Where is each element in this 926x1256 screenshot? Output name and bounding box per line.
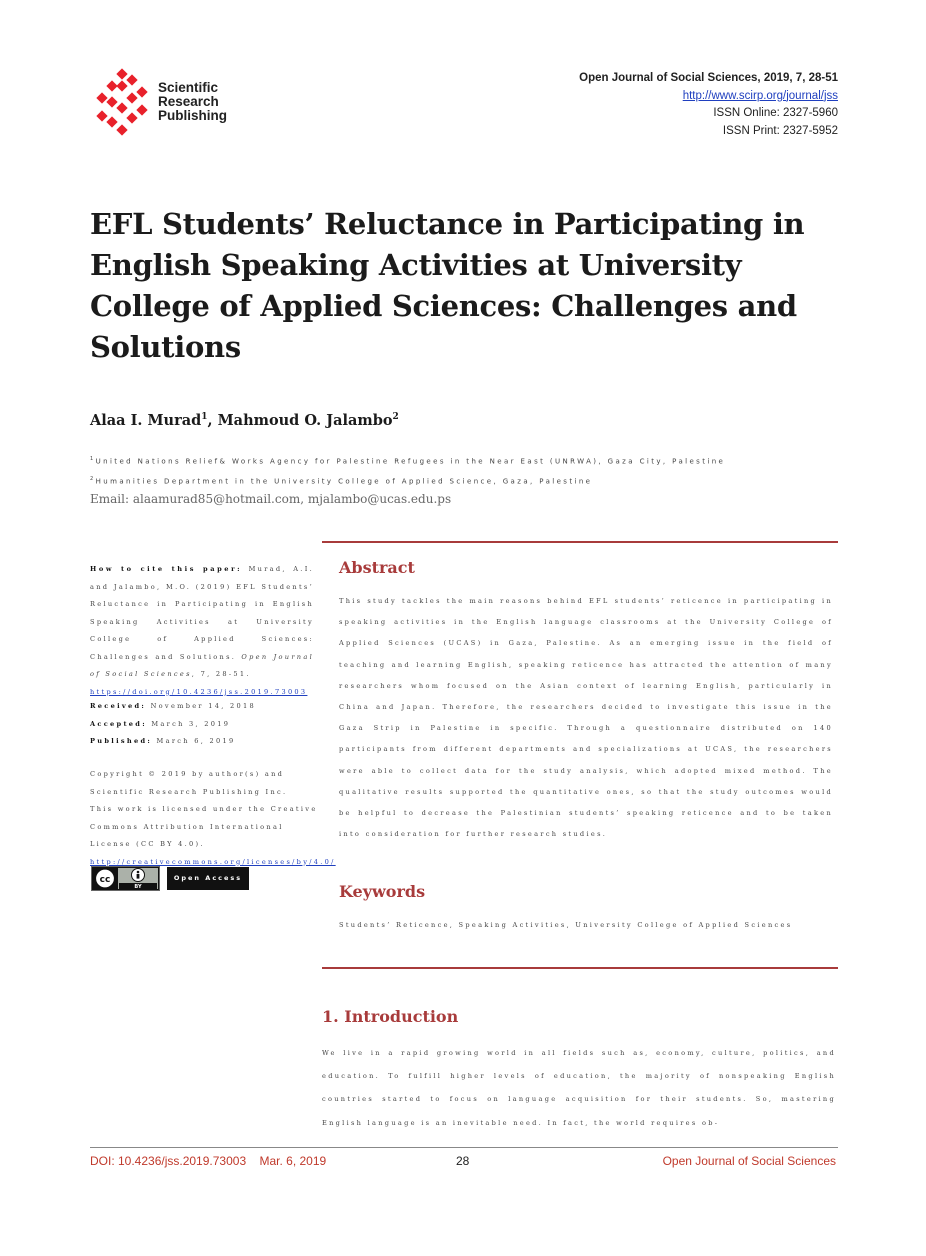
footer-date: Mar. 6, 2019 [259, 1154, 327, 1168]
page-number: 28 [456, 1154, 470, 1168]
author-name: Mahmoud O. Jalambo [217, 412, 393, 429]
footer-journal: Open Journal of Social Sciences [662, 1154, 836, 1168]
cite-volume: , 7, 28-51. [191, 670, 251, 678]
accepted-value: March 3, 2019 [151, 719, 231, 728]
footer-doi: DOI: 10.4236/jss.2019.73003 [90, 1154, 247, 1168]
journal-url-link[interactable]: http://www.scirp.org/journal/jss [682, 89, 838, 102]
keywords-text: Students’ Reticence, Speaking Activities, University College of Applied Sciences [339, 921, 793, 929]
cite-label: How to cite this paper: [90, 565, 243, 573]
affiliation-mark: 1 [90, 456, 96, 462]
logo-word-3: Publishing [158, 108, 227, 123]
logo-word-1: Scientific [158, 80, 219, 95]
affiliation [90, 456, 725, 465]
journal-info [579, 70, 838, 140]
publication-dates [90, 698, 314, 751]
journal-citation: Open Journal of Social Sciences, 2019, 7, 28-51 [579, 72, 838, 84]
author-separator: , [207, 412, 218, 429]
introduction-text: We live in a rapid growing world in all fields such as, economy, culture, politics, and education. To fulfill higher levels of education, the majority of nonspeaking English countries started to focus on language acquisition for their students. So, mastering English language is an inevitable need. In fact, the world requires ob- [322, 1049, 836, 1127]
author-affil-mark: 2 [392, 412, 399, 423]
abstract-text: This study tackles the main reasons behind EFL students’ reticence in participating in speaking activities in the English language classrooms at the University College of Applied Sciences (UCAS) in Gaza, Palestine. As an emerging issue in the field of teaching and learning English, speaking reticence has attracted the attention of many researchers whom focused on the Asian context of learning English, particularly in China and Japan. Therefore, the researchers decided to investigate this issue in the Gaza Strip in Palestine in specific. Through a questionnaire distributed on 140 participants from different departments and specializations at UCAS, the researchers were able to collect data for the study analysis, which adopted mixed method. The qualitative results supported the quantitative ones, so that the study outcomes would be helpful to decrease the Palestinian students’ speaking reticence and to be taken into consideration for further research studies. [339, 597, 833, 839]
published-label: Published: [90, 737, 153, 745]
published-date [90, 733, 314, 751]
svg-text:cc: cc [99, 875, 111, 885]
author-list [90, 412, 399, 429]
copyright-text: Copyright © 2019 by author(s) and Scientific Research Publishing Inc. [90, 770, 288, 796]
publisher-logo [92, 68, 242, 138]
cite-journal: Open Journal of Social Sciences [90, 652, 314, 678]
author-name: Alaa I. Murad [90, 412, 202, 429]
published-value: March 6, 2019 [156, 737, 236, 745]
affiliation-text: United Nations Relief& Works Agency for Palestine Refugees in the Near East (UNRWA), Gaza City, Palestine [95, 457, 726, 466]
received-label: Received: [90, 702, 147, 710]
paper-title: EFL Students’ Reluctance in Participating in English Speaking Activities at University College of Applied Sciences: Challenges and Solutions [90, 207, 805, 364]
accepted-label: Accepted: [90, 719, 147, 728]
cc-by-badge[interactable] [91, 866, 160, 891]
issn-print: ISSN Print: 2327-5952 [722, 124, 838, 137]
license-link[interactable]: http://creativecommons.org/licenses/by/4.0/ [90, 857, 336, 866]
author-affil-mark: 1 [201, 412, 208, 423]
introduction-heading: 1. Introduction [322, 1007, 459, 1026]
abstract-heading: Abstract [339, 558, 415, 577]
author-emails: Email: alaamurad85@hotmail.com, mjalambo@ucas.edu.ps [90, 492, 452, 506]
open-access-badge[interactable]: Open Access [167, 867, 249, 890]
abstract-top-rule [322, 541, 838, 543]
affiliation-text: Humanities Department in the University College of Applied Science, Gaza, Palestine [95, 477, 593, 486]
license-text: This work is licensed under the Creative Commons Attribution International License (CC BY 4.0). [90, 805, 318, 848]
footer-doi-date [90, 1154, 326, 1168]
publisher-logo-mark-icon [92, 68, 154, 138]
received-value: November 14, 2018 [150, 702, 257, 710]
cc-badge-label: BY [134, 884, 142, 890]
keywords-heading: Keywords [339, 882, 426, 901]
cite-text: Murad, A.I. and Jalambo, M.O. (2019) EFL Students’ Reluctance in Participating in English Speaking Activities at University College of Applied Sciences: Challenges and Solutions. [90, 565, 314, 661]
copyright-license [90, 766, 336, 871]
affiliation-mark: 2 [90, 476, 96, 482]
received-date [90, 698, 314, 716]
how-to-cite [90, 561, 314, 701]
footer-rule [90, 1147, 838, 1148]
abstract-bottom-rule [322, 967, 838, 969]
accepted-date [90, 716, 314, 734]
affiliation [90, 476, 592, 485]
logo-word-2: Research [158, 94, 219, 109]
issn-online: ISSN Online: 2327-5960 [713, 107, 838, 119]
cite-doi-link[interactable]: https://doi.org/10.4236/jss.2019.73003 [90, 687, 308, 696]
